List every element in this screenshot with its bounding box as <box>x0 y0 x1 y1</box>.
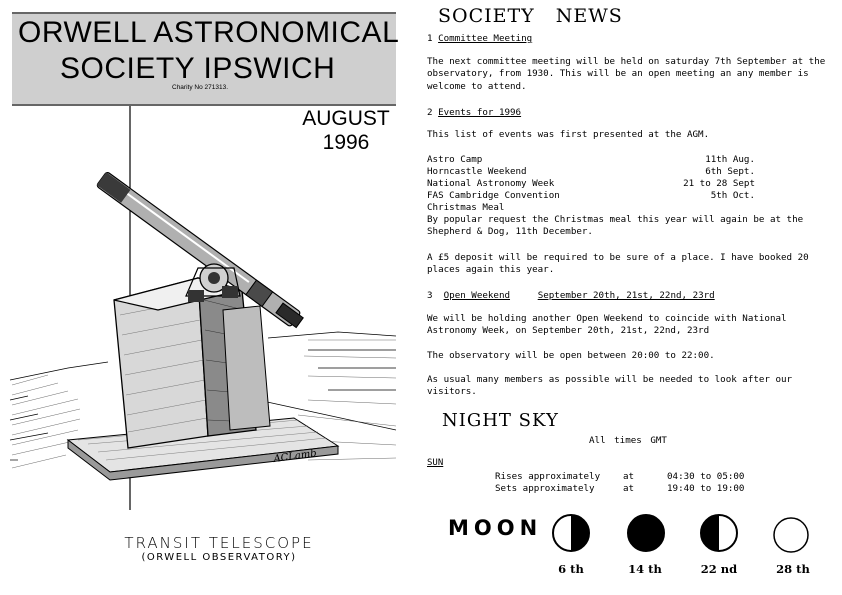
section3-body3: As usual many members as possible will be needed to look after our visitors. <box>427 374 793 398</box>
section2-intro: This list of events was first presented at the AGM. <box>427 129 710 140</box>
sun-rise-at: at <box>623 471 635 482</box>
moon-phase-label: 22 nd <box>700 562 738 576</box>
deposit-note: A £5 deposit will be required to be sure of a place. I have booked 20 places again this year. <box>427 252 809 276</box>
section1-title: Committee Meeting <box>438 33 533 44</box>
moon-phase-label: 14 th <box>628 562 662 576</box>
event-name: Astro Camp <box>427 154 483 165</box>
section3-body2: The observatory will be open between 20:00 to 22:00. <box>427 350 715 361</box>
event-name: Horncastle Weekend <box>427 166 527 177</box>
event-date: 6th Sept. <box>705 166 755 177</box>
illustration-subcaption: (ORWELL OBSERVATORY) <box>141 552 297 563</box>
times-note: All times GMT <box>589 435 667 446</box>
sun-heading <box>427 458 443 468</box>
masthead-title-line2: SOCIETY IPSWICH <box>60 52 336 85</box>
masthead-title-line1: ORWELL ASTRONOMICAL <box>18 16 400 49</box>
section3-body1: We will be holding another Open Weekend to coincide with National Astronomy Week, on September 20th, 21st, 22nd, 23rd <box>427 313 787 337</box>
christmas-note: By popular request the Christmas meal this year will again be at the Shepherd & Dog, 11th December. <box>427 214 804 238</box>
section3-number: 3 <box>427 290 433 301</box>
event-date: 5th Oct. <box>710 190 755 201</box>
section1-number: 1 <box>427 33 433 44</box>
charity-number: Charity No 271313. <box>172 84 229 91</box>
sun-set-label: Sets approximately <box>495 483 595 494</box>
illustration-caption: TRANSIT TELESCOPE <box>124 534 314 552</box>
section2-title: Events for 1996 <box>438 107 522 118</box>
first-quarter-moon-icon <box>550 512 592 554</box>
new-moon-outline-icon <box>770 514 812 556</box>
event-date: 11th Aug. <box>705 154 755 165</box>
event-name: Christmas Meal <box>427 202 505 213</box>
svg-text:ACLamb: ACLamb <box>272 448 318 465</box>
sun-heading-text: SUN <box>427 458 444 468</box>
sun-rise-times: 04:30 to 05:00 <box>667 471 745 482</box>
sun-rise-label: Rises approximately <box>495 471 601 482</box>
section3-dates: September 20th, 21st, 22nd, 23rd <box>537 290 715 301</box>
event-name: National Astronomy Week <box>427 178 555 189</box>
transit-telescope-drawing <box>8 100 398 530</box>
moon-heading: MOON <box>448 516 543 540</box>
section3-title: Open Weekend <box>443 290 511 301</box>
event-date: 21 to 28 Sept <box>683 178 755 189</box>
section1-heading <box>427 33 532 44</box>
sun-set-times: 19:40 to 19:00 <box>667 483 745 494</box>
issue-month: AUGUST <box>302 107 390 130</box>
moon-phase-label: 6 th <box>558 562 584 576</box>
section2-heading <box>427 107 521 118</box>
section3-heading <box>427 290 715 301</box>
issue-year: 1996 <box>322 131 370 154</box>
section2-number: 2 <box>427 107 433 118</box>
society-news-title: SOCIETY NEWS <box>438 5 623 27</box>
full-moon-dark-icon <box>625 512 667 554</box>
night-sky-title: NIGHT SKY <box>442 410 559 431</box>
event-name: FAS Cambridge Convention <box>427 190 560 201</box>
moon-phase-label: 28 th <box>776 562 810 576</box>
sun-set-at: at <box>623 483 635 494</box>
section1-body: The next committee meeting will be held on saturday 7th September at the observatory, from 1930. This will be an open meeting an any member is welcome to attend. <box>427 56 826 92</box>
last-quarter-moon-icon <box>698 512 740 554</box>
